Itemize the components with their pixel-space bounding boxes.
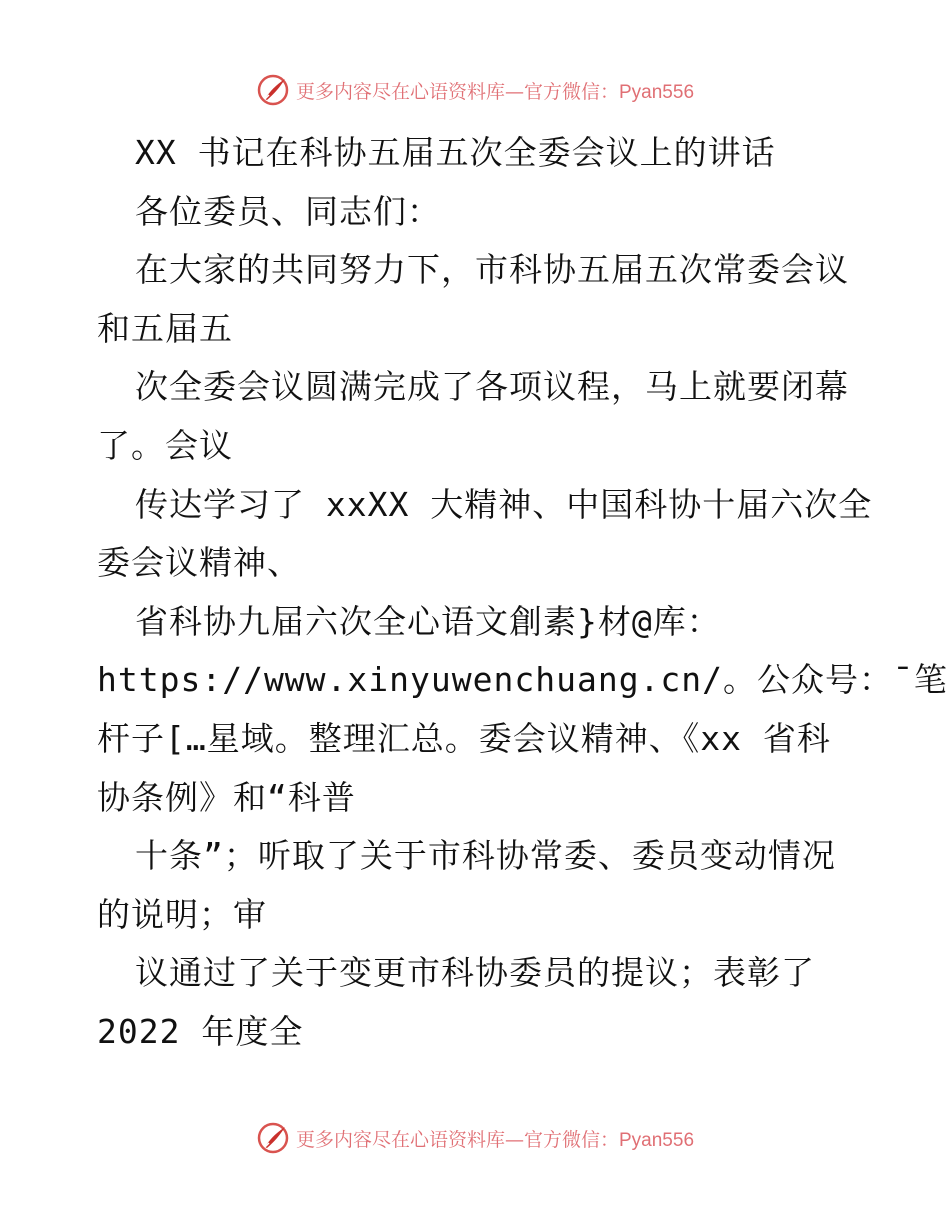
text-line: 各位委员、同志们： xyxy=(135,191,441,231)
quill-logo-icon xyxy=(256,1121,290,1155)
watermark-text: 更多内容尽在心语资料库—官方微信：Pyan556 xyxy=(295,1128,695,1151)
text-line: 和五届五 xyxy=(97,308,233,348)
watermark-text: 更多内容尽在心语资料库—官方微信：Pyan556 xyxy=(295,80,695,103)
text-line: 的说明；审 xyxy=(97,894,267,934)
text-line: 十条”；听取了关于市科协常委、委员变动情况 xyxy=(135,836,836,876)
text-line: 了。会议 xyxy=(97,425,233,465)
text-line: 委会议精神、 xyxy=(97,543,301,583)
text-line: 传达学习了 xxXX 大精神、中国科协十届六次全 xyxy=(135,484,873,524)
text-line: 在大家的共同努力下，市科协五届五次常委会议 xyxy=(135,250,849,290)
text-line: 省科协九届六次全心语文創素}材@库： xyxy=(135,601,721,641)
text-line: 杆子[…星域。整理汇总。委会议精神、《xx 省科 xyxy=(97,718,831,758)
text-line: https://www.xinyuwenchuang.cn/。公众号：¯笔 xyxy=(97,660,948,700)
text-line: 次全委会议圆满完成了各项议程，马上就要闭幕 xyxy=(135,367,849,407)
text-line: 议通过了关于变更市科协委员的提议；表彰了 xyxy=(135,953,815,993)
header-watermark-banner xyxy=(0,70,950,110)
quill-logo-icon xyxy=(256,73,290,107)
text-line: XX 书记在科协五届五次全委会议上的讲话 xyxy=(135,133,776,172)
footer-watermark-banner xyxy=(0,1118,950,1158)
text-line: 协条例》和“科普 xyxy=(97,777,356,817)
document-body xyxy=(97,124,948,1062)
text-line: 2022 年度全 xyxy=(97,1011,304,1051)
